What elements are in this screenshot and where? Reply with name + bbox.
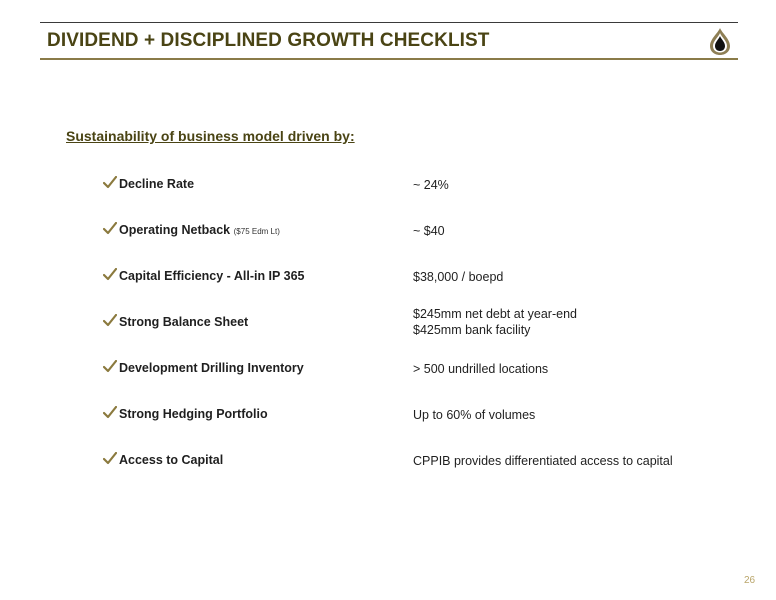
checklist-label: Access to Capital [119,453,224,467]
checklist-value: ~ 24% [413,178,449,192]
checkmark-icon [103,314,117,328]
page-title: DIVIDEND + DISCIPLINED GROWTH CHECKLIST [47,30,490,51]
checkmark-icon [103,176,117,190]
checklist-value: > 500 undrilled locations [413,362,549,376]
page-number: 26 [744,575,756,586]
checklist-row-strong-hedging-portfolio [0,406,776,446]
checklist-row-operating-netback [0,222,776,262]
checklist-note: ($75 Edm Lt) [233,227,280,236]
section-subtitle: Sustainability of business model driven by: [66,128,355,144]
checklist-label: Operating Netback ($75 Edm Lt) [119,223,280,237]
oil-drop-logo-icon [706,26,734,56]
checklist-label: Strong Balance Sheet [119,315,249,329]
checklist-row-capital-efficiency [0,268,776,308]
top-divider [40,22,738,23]
checkmark-icon [103,268,117,282]
title-divider [40,58,738,60]
checkmark-icon [103,360,117,374]
checklist-label: Development Drilling Inventory [119,361,304,375]
checkmark-icon [103,406,117,420]
checklist-value: CPPIB provides differentiated access to capital [413,454,673,468]
checklist-label: Capital Efficiency - All-in IP 365 [119,269,305,283]
checklist-value: Up to 60% of volumes [413,408,536,422]
checklist-label: Decline Rate [119,177,195,191]
checklist-row-development-drilling-inventory [0,360,776,400]
checklist-row-decline-rate [0,176,776,216]
checklist-value: ~ $40 [413,224,445,238]
checklist-value: $38,000 / boepd [413,270,504,284]
checklist-row-strong-balance-sheet [0,306,776,346]
checklist-row-access-to-capital [0,452,776,492]
checkmark-icon [103,452,117,466]
checkmark-icon [103,222,117,236]
checklist-value: $245mm net debt at year-end $425mm bank facility [413,307,577,337]
checklist-label: Strong Hedging Portfolio [119,407,268,421]
